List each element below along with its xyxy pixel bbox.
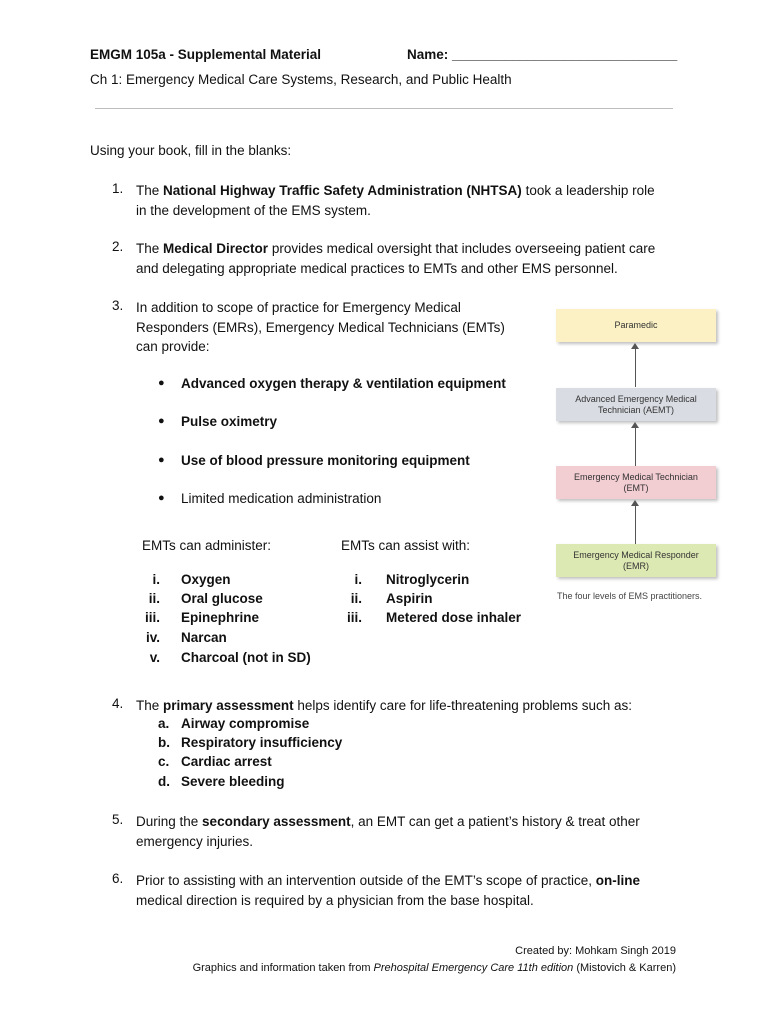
question-number: 6. — [112, 871, 124, 886]
list-item: Nitroglycerin — [386, 572, 470, 587]
list-item: Respiratory insufficiency — [181, 735, 343, 750]
arrow-line — [635, 504, 636, 544]
question-number: 3. — [112, 298, 124, 313]
bullet-dot: ● — [158, 377, 165, 389]
bullet-dot: ● — [158, 454, 165, 466]
question-text: The primary assessment helps identify care for life-threatening problems such as: — [136, 698, 633, 713]
question-text: The National Highway Traffic Safety Administration (NHTSA) took a leadership role in the development of the EMS system. — [136, 183, 655, 218]
level-paramedic: Paramedic — [556, 309, 716, 342]
question-number: 2. — [112, 239, 124, 254]
list-item: Aspirin — [386, 591, 433, 606]
list-number: ii. — [148, 591, 160, 606]
list-item: Cardiac arrest — [181, 754, 272, 769]
footer-source: Graphics and information taken from Prehospital Emergency Care 11th edition (Mistovich & Karren) — [192, 962, 676, 974]
list-letter: a. — [158, 716, 170, 731]
answer: Medical Director — [163, 241, 269, 256]
list-number: i. — [152, 572, 160, 587]
answer: secondary assessment — [202, 814, 351, 829]
answer: primary assessment — [163, 698, 294, 713]
question-number: 5. — [112, 812, 124, 827]
bullet-dot: ● — [158, 415, 165, 427]
list-number: v. — [149, 650, 160, 665]
list-number: iv. — [145, 630, 160, 645]
level-aemt: Advanced Emergency Medical Technician (AEMT) — [556, 388, 716, 421]
level-emt: Emergency Medical Technician (EMT) — [556, 466, 716, 499]
bullet-dot: ● — [158, 492, 165, 504]
bullet-item: Pulse oximetry — [181, 414, 278, 429]
header-divider — [95, 108, 673, 109]
list-letter: c. — [158, 754, 170, 769]
list-number: ii. — [350, 591, 362, 606]
arrow-line — [635, 347, 636, 387]
list-item: Oral glucose — [181, 591, 263, 606]
list-item: Charcoal (not in SD) — [181, 650, 311, 665]
arrow-up-icon — [631, 343, 639, 349]
list-letter: d. — [158, 774, 170, 789]
question-number: 4. — [112, 696, 124, 711]
administer-label: EMTs can administer: — [142, 538, 272, 553]
question-text: The Medical Director provides medical oversight that includes overseeing patient care and delegating appropriate medical practices to EMTs and other EMS personnel. — [136, 241, 656, 276]
answer: National Highway Traffic Safety Administration (NHTSA) — [163, 183, 522, 198]
arrow-line — [635, 426, 636, 466]
level-emr: Emergency Medical Responder (EMR) — [556, 544, 716, 577]
list-number: i. — [354, 572, 362, 587]
answer: on-line — [595, 873, 640, 888]
diagram-caption: The four levels of EMS practitioners. — [557, 591, 703, 601]
doc-title: EMGM 105a - Supplemental Material — [90, 47, 322, 62]
footer-credit: Created by: Mohkam Singh 2019 — [515, 945, 676, 957]
list-item: Epinephrine — [181, 610, 260, 625]
list-number: iii. — [346, 610, 362, 625]
bullet-item: Use of blood pressure monitoring equipment — [181, 453, 470, 468]
question-number: 1. — [112, 181, 124, 196]
name-field-label: Name: ______________________________ — [407, 47, 678, 62]
list-item: Metered dose inhaler — [386, 610, 522, 625]
bullet-item: Limited medication administration — [181, 491, 382, 506]
list-number: iii. — [144, 610, 160, 625]
chapter-subtitle: Ch 1: Emergency Medical Care Systems, Research, and Public Health — [90, 72, 512, 87]
list-letter: b. — [158, 735, 170, 750]
list-item: Airway compromise — [181, 716, 310, 731]
instructions: Using your book, fill in the blanks: — [90, 143, 292, 158]
assist-label: EMTs can assist with: — [341, 538, 471, 553]
question-text: In addition to scope of practice for Emergency Medical Responders (EMRs), Emergency Medical Technicians (EMTs) can provide: — [136, 300, 505, 354]
question-text: Prior to assisting with an intervention outside of the EMT’s scope of practice, on-line medical direction is required by a physician from the base hospital. — [136, 873, 640, 908]
arrow-up-icon — [631, 500, 639, 506]
bullet-item: Advanced oxygen therapy & ventilation equipment — [181, 376, 506, 391]
book-title: Prehospital Emergency Care 11th edition — [373, 962, 574, 974]
list-item: Oxygen — [181, 572, 231, 587]
list-item: Severe bleeding — [181, 774, 285, 789]
list-item: Narcan — [181, 630, 227, 645]
question-text: During the secondary assessment, an EMT can get a patient’s history & treat other emergency injuries. — [136, 814, 640, 849]
arrow-up-icon — [631, 422, 639, 428]
